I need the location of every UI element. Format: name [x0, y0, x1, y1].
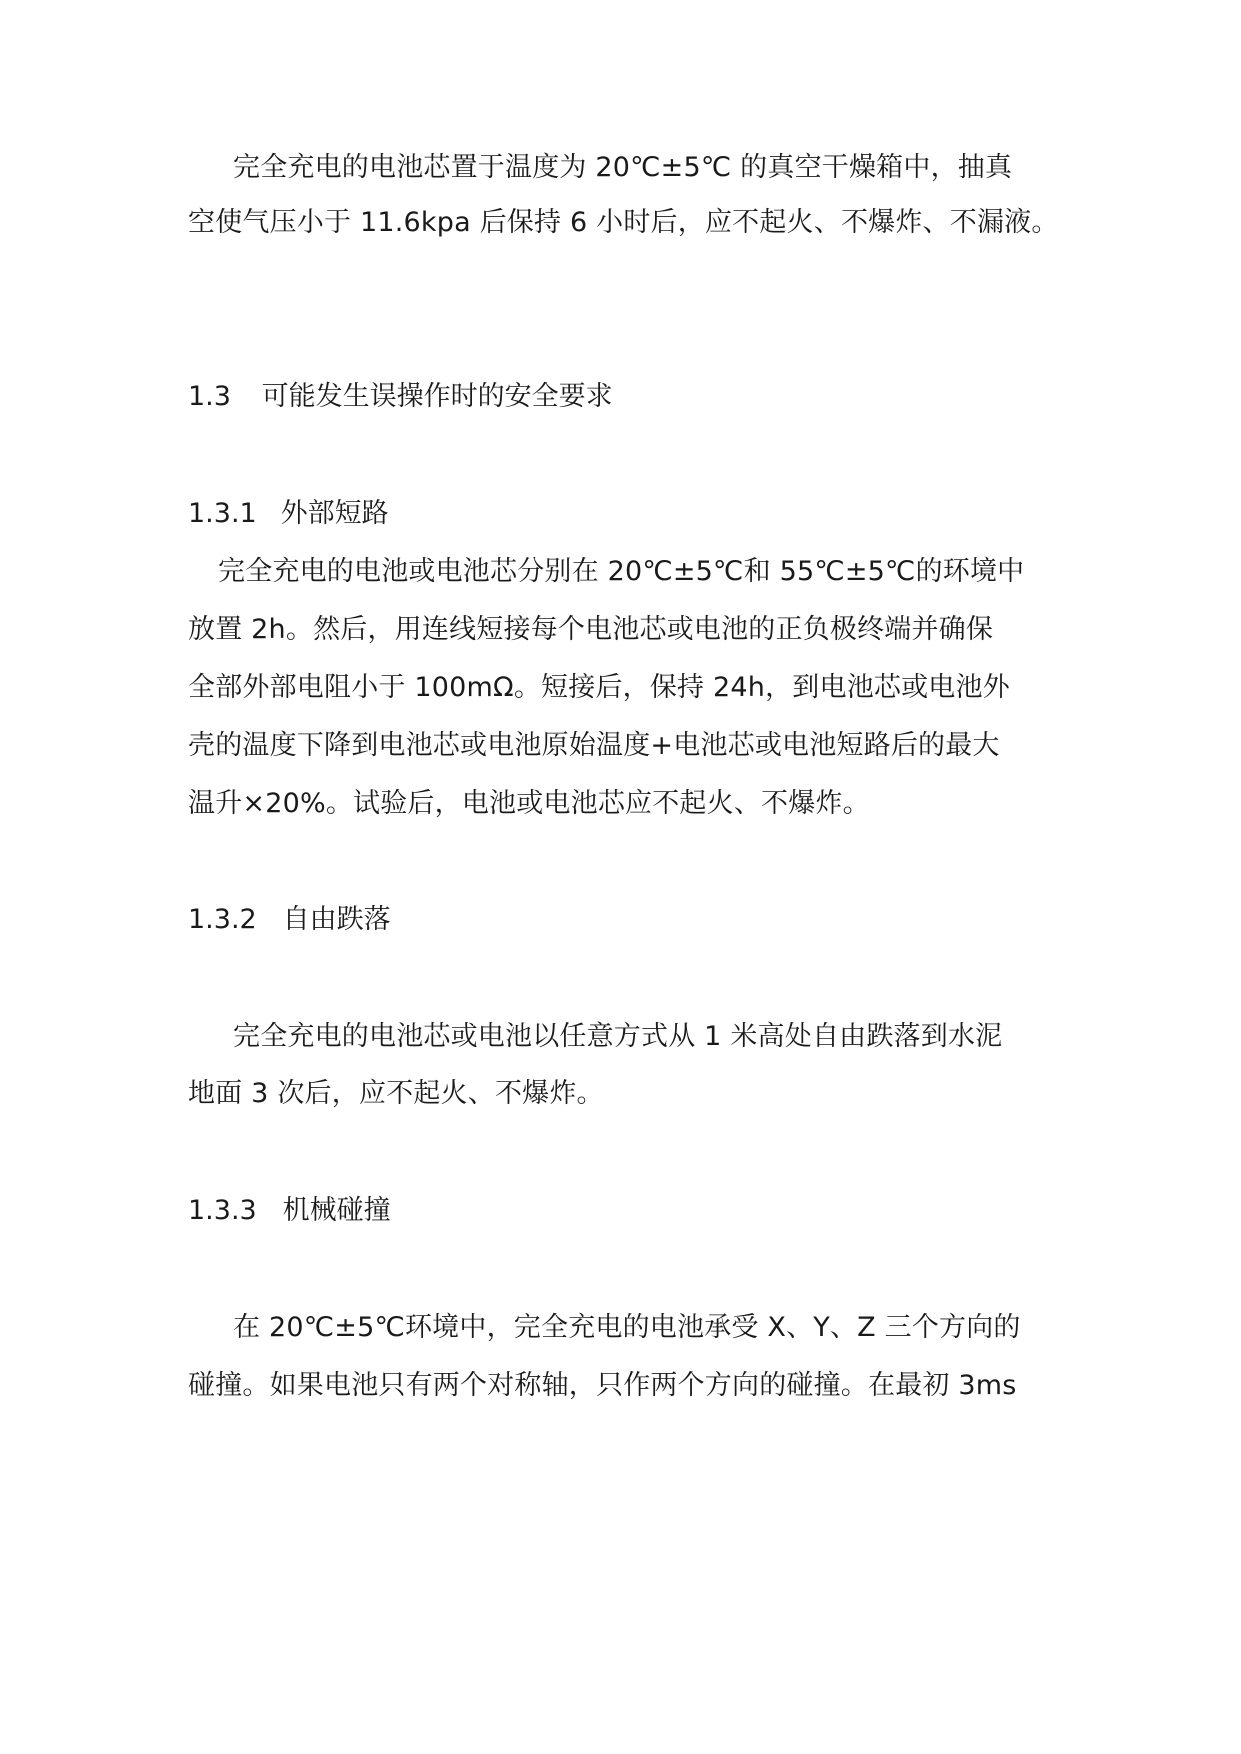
paragraph-line: 碰撞。如果电池只有两个对称轴，只作两个方向的碰撞。在最初 3ms	[188, 1370, 1017, 1401]
paragraph-line: 完全充电的电池芯或电池以任意方式从 1 米高处自由跌落到水泥	[233, 1021, 1003, 1052]
paragraph-line: 放置 2h。然后，用连线短接每个电池芯或电池的正负极终端并确保	[188, 614, 994, 645]
paragraph-line: 地面 3 次后，应不起火、不爆炸。	[188, 1078, 604, 1109]
section-heading-1-3-3	[188, 1191, 391, 1231]
paragraph-line: 壳的温度下降到电池芯或电池原始温度+电池芯或电池短路后的最大	[188, 730, 1000, 761]
section-number: 1.3	[188, 381, 231, 412]
section-heading-1-3-2	[188, 900, 391, 940]
paragraph-line: 全部外部电阻小于 100mΩ。短接后，保持 24h，到电池芯或电池外	[188, 672, 1010, 703]
paragraph-line: 完全充电的电池芯置于温度为 20℃±5℃ 的真空干燥箱中，抽真	[233, 152, 1013, 183]
section-heading-1-3	[188, 377, 613, 417]
paragraph-line: 温升×20%。试验后，电池或电池芯应不起火、不爆炸。	[188, 788, 870, 819]
section-title: 外部短路	[280, 498, 389, 529]
section-title: 自由跌落	[282, 904, 391, 935]
paragraph-line: 空使气压小于 11.6kpa 后保持 6 小时后，应不起火、不爆炸、不漏液。	[188, 207, 1059, 238]
paragraph-line: 完全充电的电池或电池芯分别在 20℃±5℃和 55℃±5℃的环境中	[218, 556, 1025, 587]
paragraph-line: 在 20℃±5℃环境中，完全充电的电池承受 X、Y、Z 三个方向的	[233, 1312, 1021, 1343]
section-number: 1.3.3	[188, 1195, 257, 1226]
section-title: 机械碰撞	[282, 1195, 391, 1226]
section-heading-1-3-1	[188, 494, 389, 534]
section-title: 可能发生误操作时的安全要求	[261, 381, 613, 412]
section-number: 1.3.1	[188, 498, 257, 529]
section-number: 1.3.2	[188, 904, 257, 935]
